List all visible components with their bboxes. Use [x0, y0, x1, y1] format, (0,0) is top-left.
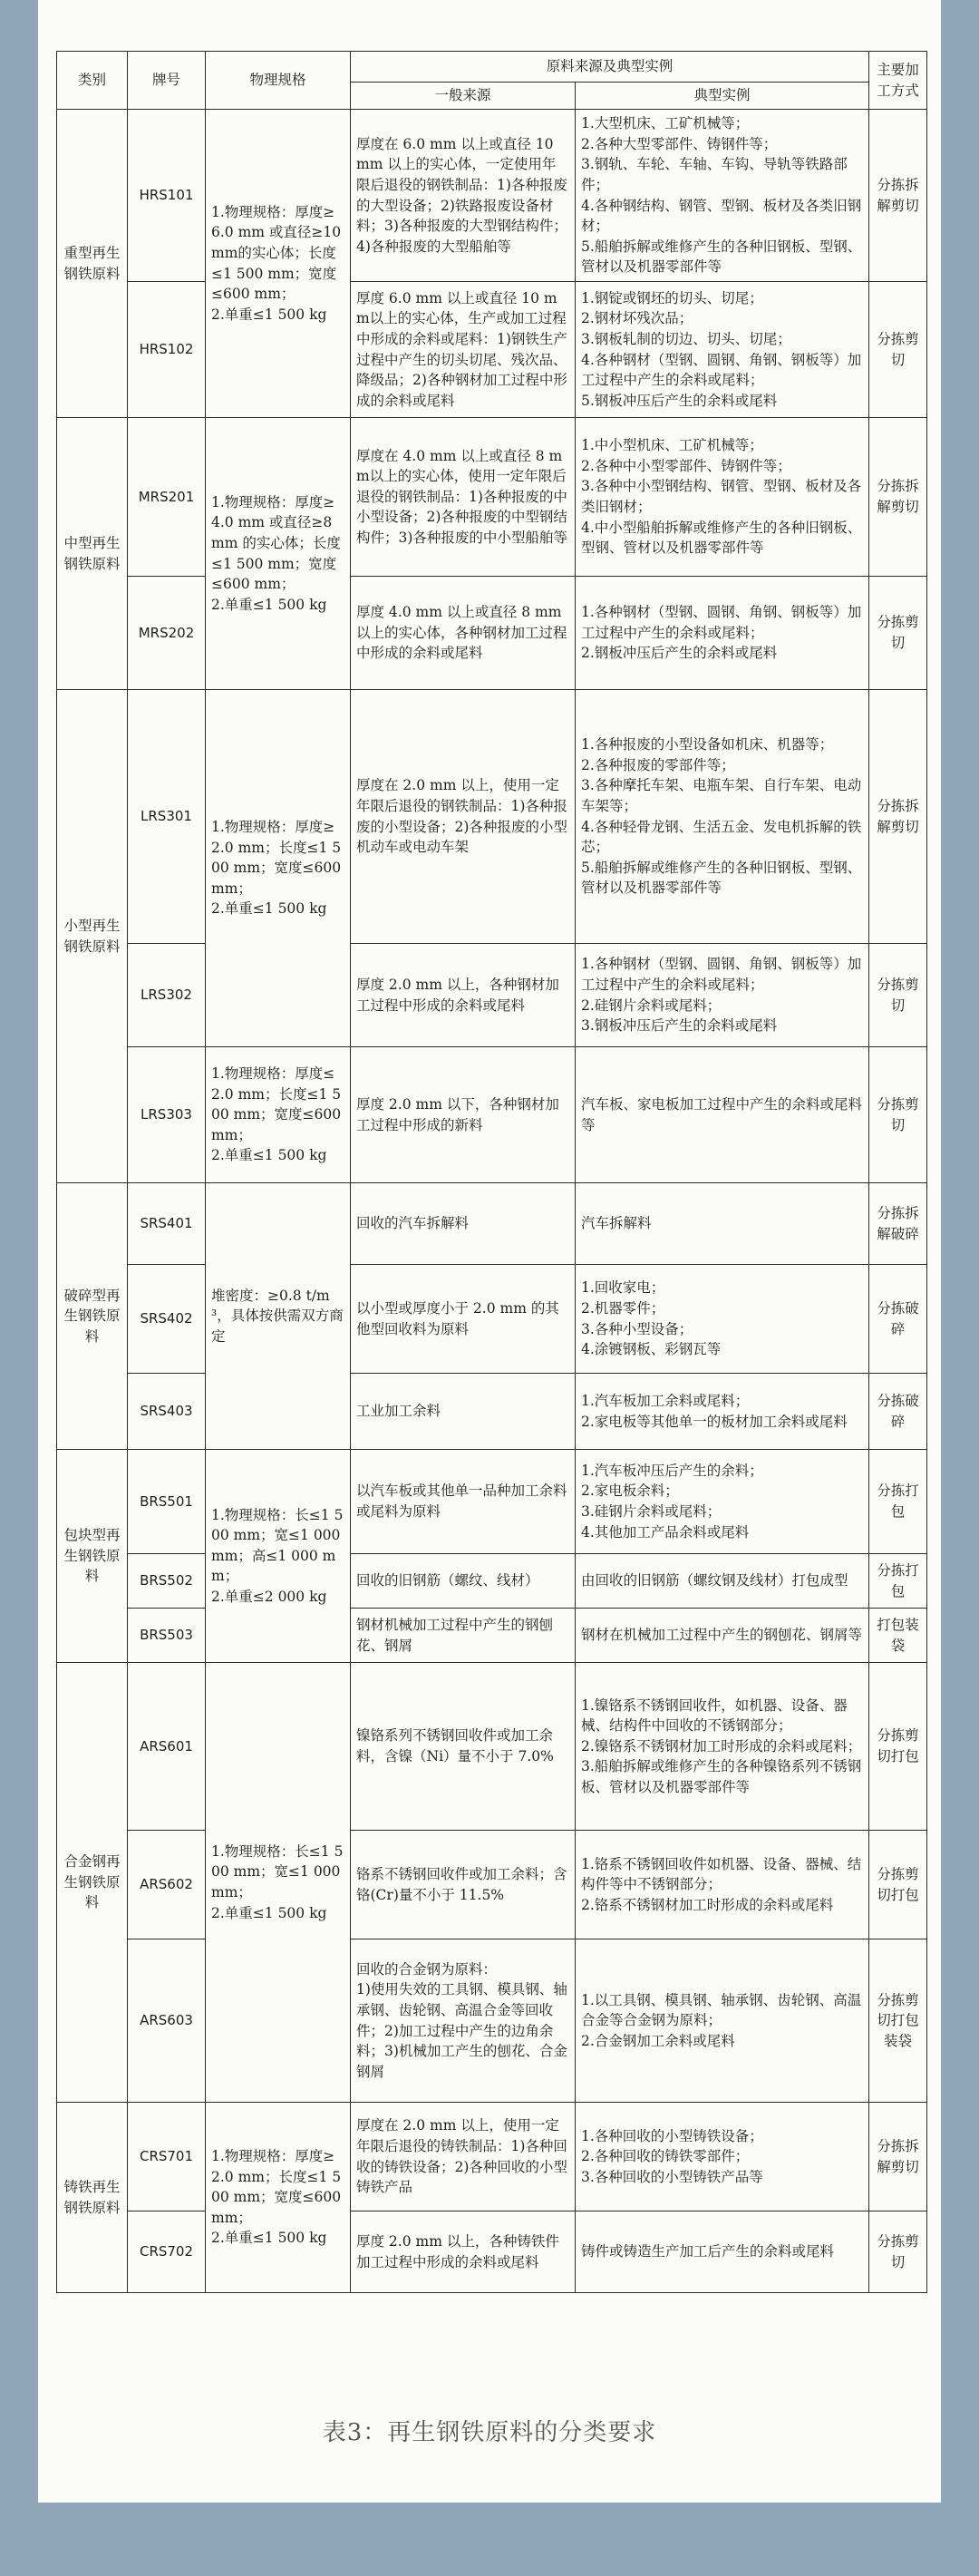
- source-cell: 厚度在 2.0 mm 以上，使用一定年限后退役的铸铁制品：1)各种回收的铸铁设备；2)各种回收的小型铸铁产品: [351, 2103, 576, 2211]
- header-process: 主要加工方式: [869, 52, 927, 110]
- document-page: [38, 0, 941, 2503]
- spec-cell: 1.物理规格：厚度≥2.0 mm；长度≤1 500 mm；宽度≤600 mm； 2.单重≤1 500 kg: [206, 2103, 351, 2293]
- process-cell: 分拣剪切打包: [869, 1663, 927, 1831]
- process-cell: 分拣打包: [869, 1450, 927, 1554]
- source-cell: 回收的旧钢筋（螺纹、线材）: [351, 1554, 576, 1609]
- process-cell: 分拣剪切: [869, 2211, 927, 2293]
- process-cell: 分拣破碎: [869, 1265, 927, 1374]
- example-cell: 汽车拆解料: [576, 1183, 869, 1265]
- category-cell: 重型再生钢铁原料: [57, 110, 128, 418]
- code-cell: MRS202: [128, 577, 206, 690]
- source-cell: 铬系不锈钢回收件或加工余料；含铬(Cr)量不小于 11.5%: [351, 1831, 576, 1939]
- example-cell: 1.中小型机床、工矿机械等； 2.各种中小型零部件、铸钢件等； 3.各种中小型钢结构、钢管、型钢、板材及各类旧钢材； 4.中小型船舶拆解或维修产生的各种旧钢板、型钢、管材以及机器零部件等: [576, 418, 869, 577]
- source-cell: 厚度 4.0 mm 以上或直径 8 mm 以上的实心体，各种钢材加工过程中形成的余料或尾料: [351, 577, 576, 690]
- source-cell: 以小型或厚度小于 2.0 mm 的其他型回收料为原料: [351, 1265, 576, 1374]
- code-cell: SRS402: [128, 1265, 206, 1374]
- code-cell: LRS303: [128, 1047, 206, 1183]
- source-cell: 镍铬系列不锈钢回收件或加工余料，含镍（Ni）量不小于 7.0%: [351, 1663, 576, 1831]
- example-cell: 1.各种钢材（型钢、圆钢、角钢、钢板等）加工过程中产生的余料或尾料； 2.钢板冲压后产生的余料或尾料: [576, 577, 869, 690]
- code-cell: ARS603: [128, 1939, 206, 2103]
- category-cell: 中型再生钢铁原料: [57, 418, 128, 690]
- example-cell: 钢材在机械加工过程中产生的钢刨花、钢屑等: [576, 1609, 869, 1663]
- process-cell: 分拣剪切打包装袋: [869, 1939, 927, 2103]
- process-cell: 分拣拆解剪切: [869, 690, 927, 944]
- example-cell: 1.以工具钢、模具钢、轴承钢、齿轮钢、高温合金等合金钢为原料； 2.合金钢加工余料或尾料: [576, 1939, 869, 2103]
- source-cell: 回收的汽车拆解料: [351, 1183, 576, 1265]
- spec-cell: 1.物理规格：长≤1 500 mm；宽≤1 000 mm；高≤1 000 mm； 2.单重≤2 000 kg: [206, 1450, 351, 1663]
- code-cell: BRS503: [128, 1609, 206, 1663]
- process-cell: 分拣剪切: [869, 1047, 927, 1183]
- source-cell: 厚度 2.0 mm 以下，各种钢材加工过程中形成的新料: [351, 1047, 576, 1183]
- code-cell: HRS102: [128, 282, 206, 418]
- spec-cell: 1.物理规格：长≤1 500 mm；宽≤1 000 mm； 2.单重≤1 500 kg: [206, 1663, 351, 2103]
- table-caption: 表3：再生钢铁原料的分类要求: [322, 2419, 657, 2446]
- source-cell: 厚度 2.0 mm 以上，各种铸铁件加工过程中形成的余料或尾料: [351, 2211, 576, 2293]
- source-cell: 钢材机械加工过程中产生的钢刨花、钢屑: [351, 1609, 576, 1663]
- process-cell: 分拣拆解剪切: [869, 2103, 927, 2211]
- example-cell: 1.汽车板加工余料或尾料； 2.家电板等其他单一的板材加工余料或尾料: [576, 1374, 869, 1450]
- process-cell: 分拣剪切: [869, 282, 927, 418]
- process-cell: 分拣剪切: [869, 577, 927, 690]
- example-cell: 铸件或铸造生产加工后产生的余料或尾料: [576, 2211, 869, 2293]
- source-cell: 工业加工余料: [351, 1374, 576, 1450]
- category-cell: 小型再生钢铁原料: [57, 690, 128, 1183]
- example-cell: 1.各种钢材（型钢、圆钢、角钢、钢板等）加工过程中产生的余料或尾料； 2.硅钢片余料或尾料； 3.钢板冲压后产生的余料或尾料: [576, 944, 869, 1047]
- process-cell: 分拣剪切打包: [869, 1831, 927, 1939]
- example-cell: 1.回收家电； 2.机器零件； 3.各种小型设备； 4.涂镀钢板、彩钢瓦等: [576, 1265, 869, 1374]
- source-cell: 以汽车板或其他单一品种加工余料或尾料为原料: [351, 1450, 576, 1554]
- code-cell: LRS302: [128, 944, 206, 1047]
- code-cell: BRS502: [128, 1554, 206, 1609]
- code-cell: CRS701: [128, 2103, 206, 2211]
- example-cell: 汽车板、家电板加工过程中产生的余料或尾料等: [576, 1047, 869, 1183]
- code-cell: BRS501: [128, 1450, 206, 1554]
- process-cell: 分拣打包: [869, 1554, 927, 1609]
- category-cell: 包块型再生钢铁原料: [57, 1450, 128, 1663]
- example-cell: 1.铬系不锈钢回收件如机器、设备、器械、结构件等中不锈钢部分； 2.铬系不锈钢材加工时形成的余料或尾料: [576, 1831, 869, 1939]
- code-cell: ARS602: [128, 1831, 206, 1939]
- spec-cell: 1.物理规格：厚度≥4.0 mm 或直径≥8 mm 的实心体；长度≤1 500 mm；宽度≤600 mm； 2.单重≤1 500 kg: [206, 418, 351, 690]
- process-cell: 分拣拆解破碎: [869, 1183, 927, 1265]
- process-cell: 打包装袋: [869, 1609, 927, 1663]
- process-cell: 分拣拆解剪切: [869, 110, 927, 282]
- example-cell: 由回收的旧钢筋（螺纹钢及线材）打包成型: [576, 1554, 869, 1609]
- example-cell: 1.各种回收的小型铸铁设备； 2.各种回收的铸铁零部件； 3.各种回收的小型铸铁产品等: [576, 2103, 869, 2211]
- header-code: 牌号: [128, 52, 206, 110]
- code-cell: LRS301: [128, 690, 206, 944]
- source-cell: 厚度 6.0 mm 以上或直径 10 mm以上的实心体，生产或加工过程中形成的余料或尾料：1)钢铁生产过程中产生的切头切尾、残次品、降级品；2)各种钢材加工过程中形成的余料或尾料: [351, 282, 576, 418]
- header-example: 典型实例: [576, 83, 869, 110]
- code-cell: SRS401: [128, 1183, 206, 1265]
- code-cell: SRS403: [128, 1374, 206, 1450]
- category-cell: 铸铁再生钢铁原料: [57, 2103, 128, 2293]
- source-cell: 厚度在 4.0 mm 以上或直径 8 mm以上的实心体，使用一定年限后退役的钢铁制品：1)各种报废的中小型设备；2)各种报废的中型钢结构件；3)各种报废的中小型船舶等: [351, 418, 576, 577]
- process-cell: 分拣拆解剪切: [869, 418, 927, 577]
- source-cell: 厚度 2.0 mm 以上，各种钢材加工过程中形成的余料或尾料: [351, 944, 576, 1047]
- process-cell: 分拣剪切: [869, 944, 927, 1047]
- code-cell: ARS601: [128, 1663, 206, 1831]
- process-cell: 分拣破碎: [869, 1374, 927, 1450]
- example-cell: 1.钢锭或钢坯的切头、切尾； 2.钢材坏残次品； 3.钢板轧制的切边、切头、切尾； 4.各种钢材（型钢、圆钢、角钢、钢板等）加工过程中产生的余料或尾料； 5.钢板冲压后产生的余料或尾料: [576, 282, 869, 418]
- source-cell: 厚度在 2.0 mm 以上，使用一定年限后退役的钢铁制品：1)各种报废的小型设备；2)各种报废的小型机动车或电动车架: [351, 690, 576, 944]
- category-cell: 破碎型再生钢铁原料: [57, 1183, 128, 1450]
- header-source: 一般来源: [351, 83, 576, 110]
- header-spec: 物理规格: [206, 52, 351, 110]
- example-cell: 1.大型机床、工矿机械等； 2.各种大型零部件、铸钢件等； 3.钢轨、车轮、车轴、车钩、导轨等铁路部件； 4.各种钢结构、钢管、型钢、板材及各类旧钢材； 5.船舶拆解或维修产生的各种旧钢板、型钢、管材以及机器零部件等: [576, 110, 869, 282]
- example-cell: 1.汽车板冲压后产生的余料； 2.家电板余料； 3.硅钢片余料或尾料； 4.其他加工产品余料或尾料: [576, 1450, 869, 1554]
- example-cell: 1.各种报废的小型设备如机床、机器等； 2.各种报废的零部件等； 3.各种摩托车架、电瓶车架、自行车架、电动车架等； 4.各种轻骨龙钢、生活五金、发电机拆解的铁芯； 5.船舶拆解或维修产生的各种旧钢板、型钢、管材以及机器零部件等: [576, 690, 869, 944]
- code-cell: CRS702: [128, 2211, 206, 2293]
- header-source-group: 原料来源及典型实例: [351, 52, 869, 83]
- source-cell: 厚度在 6.0 mm 以上或直径 10 mm 以上的实心体，一定使用年限后退役的钢铁制品：1)各种报废的大型设备；2)铁路报废设备材料；3)各种报废的大型钢结构件；4)各种报废的大型船舶等: [351, 110, 576, 282]
- spec-cell: 1.物理规格：厚度≥2.0 mm；长度≤1 500 mm；宽度≤600 mm； 2.单重≤1 500 kg: [206, 690, 351, 1047]
- spec-cell: 1.物理规格：厚度≤2.0 mm；长度≤1 500 mm；宽度≤600 mm； 2.单重≤1 500 kg: [206, 1047, 351, 1183]
- spec-cell: 1.物理规格：厚度≥6.0 mm 或直径≥10 mm的实心体；长度≤1 500 mm；宽度≤600 mm； 2.单重≤1 500 kg: [206, 110, 351, 418]
- spec-cell: 堆密度：≥0.8 t/m³，具体按供需双方商定: [206, 1183, 351, 1450]
- header-category: 类别: [57, 52, 128, 110]
- classification-table: [56, 51, 927, 2293]
- source-cell: 回收的合金钢为原料： 1)使用失效的工具钢、模具钢、轴承钢、齿轮钢、高温合金等回收件；2)加工过程中产生的边角余料；3)机械加工产生的刨花、合金钢屑: [351, 1939, 576, 2103]
- code-cell: HRS101: [128, 110, 206, 282]
- code-cell: MRS201: [128, 418, 206, 577]
- category-cell: 合金钢再生钢铁原料: [57, 1663, 128, 2103]
- classification-table-wrap: [56, 51, 926, 2293]
- example-cell: 1.镍铬系不锈钢回收件，如机器、设备、器械、结构件中回收的不锈钢部分； 2.镍铬系不锈钢材加工时形成的余料或尾料； 3.船舶拆解或维修产生的各种镍铬系列不锈钢板、管材以及机器零部件等: [576, 1663, 869, 1831]
